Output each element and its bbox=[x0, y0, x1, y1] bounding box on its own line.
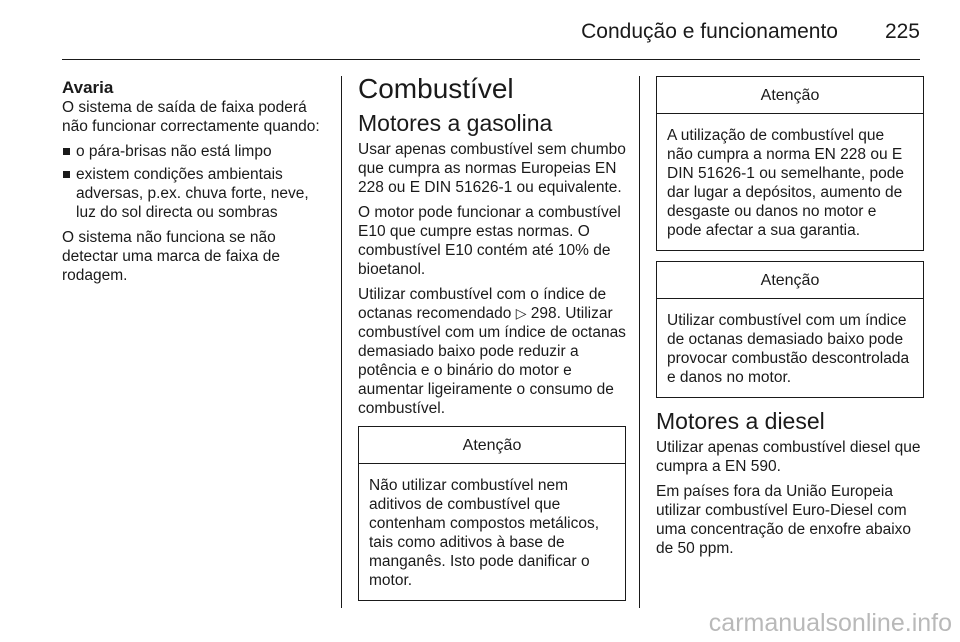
paragraph: O motor pode funcionar a combustível E10 que cumpre estas normas. O combustível E10 contém até 10% de bioetanol. bbox=[358, 204, 621, 278]
warning-box-title: Atenção bbox=[657, 77, 923, 114]
page-reference-link[interactable]: 298 bbox=[530, 305, 557, 322]
page-header bbox=[62, 14, 920, 50]
paragraph: Usar apenas combustível sem chumbo que cumpra as normas Europeias EN 228 ou E DIN 51626-1 ou equivalente. bbox=[358, 141, 626, 196]
paragraph: Utilizar apenas combustível diesel que cumpra a EN 590. bbox=[656, 439, 921, 475]
heading-combustivel: Combustível bbox=[358, 73, 514, 104]
heading-avaria: Avaria bbox=[62, 78, 114, 97]
page-number: 225 bbox=[884, 20, 920, 43]
list-item: existem condições ambientais adversas, p.ex. chuva forte, neve, luz do sol directa ou sombras bbox=[62, 165, 330, 222]
heading-motores-diesel: Motores a diesel bbox=[656, 408, 825, 434]
column-2 bbox=[358, 74, 626, 611]
paragraph: Em países fora da União Europeia utilizar combustível Euro-Diesel com uma concentração de enxofre abaixo de 50 ppm. bbox=[656, 483, 912, 557]
warning-box-title: Atenção bbox=[359, 427, 625, 464]
warning-box-body: Não utilizar combustível nem aditivos de combustível que contenham compostos metálicos, tais como aditivos à base de manganês. Isto pode danificar o motor. bbox=[369, 477, 600, 589]
warning-box-title: Atenção bbox=[657, 262, 923, 299]
warning-box-body: Utilizar combustível com um índice de octanas demasiado baixo pode provocar combustão descontrolada e danos no motor. bbox=[667, 312, 910, 386]
paragraph: O sistema de saída de faixa poderá não funcionar correctamente quando: bbox=[62, 99, 320, 135]
column-divider-1 bbox=[341, 76, 342, 608]
paragraph: O sistema não funciona se não detectar uma marca de faixa de rodagem. bbox=[62, 229, 280, 284]
warning-box bbox=[656, 261, 924, 398]
warning-box bbox=[656, 76, 924, 251]
arrow-reference-icon: ▷ bbox=[515, 305, 527, 321]
list-item: o pára-brisas não está limpo bbox=[62, 142, 330, 161]
warning-box bbox=[358, 426, 626, 601]
section-title: Condução e funcionamento bbox=[581, 20, 838, 43]
warning-box-body: A utilização de combustível que não cumpra a norma EN 228 ou E DIN 51626-1 ou semelhante, pode dar lugar a depósitos, aumento de desgaste ou danos no motor e pode afectar a sua garantia. bbox=[667, 127, 904, 239]
header-divider bbox=[62, 59, 920, 60]
watermark: carmanualsonline.info bbox=[708, 609, 952, 637]
bullet-list bbox=[62, 142, 330, 222]
heading-motores-gasolina: Motores a gasolina bbox=[358, 110, 553, 136]
column-1 bbox=[62, 74, 330, 291]
column-3 bbox=[656, 74, 924, 564]
text-span: Utilizar combustível com o índice de octanas recomendado bbox=[358, 286, 607, 322]
paragraph bbox=[358, 285, 626, 418]
column-divider-2 bbox=[639, 76, 640, 608]
text-span: . Utilizar combustível com um índice de octanas demasiado baixo pode reduzir a potência e o binário do motor e aumentar ligeiramente o consumo de combustível. bbox=[358, 305, 626, 417]
